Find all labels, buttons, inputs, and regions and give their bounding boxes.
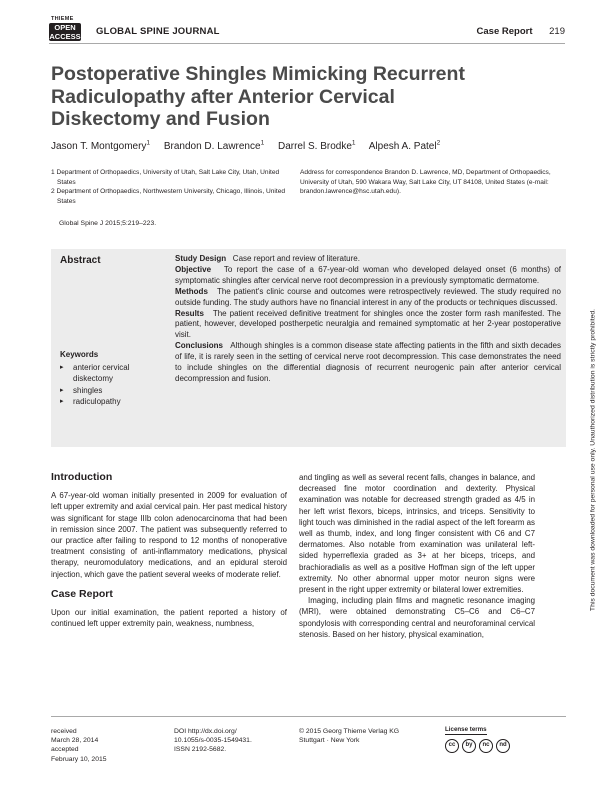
article-identifiers [174, 727, 284, 755]
introduction-paragraph: A 67-year-old woman initially presented in 2009 for evaluation of left upper extremity and axial cervical pain. Her past medical history was significant for stage IIIb colon adenocarcinoma that had been in remission since 2007. The patient was subsequently referred to our practice after failing to respond to 12 months of nonoperative treatment consisting of anti-inflammatory medications, physical therapy, neuromodulatory medications, and an epidural steroid injection, which gave the patient several weeks of moderate relief. [51, 491, 287, 579]
license-terms [445, 725, 565, 753]
cc-nd-icon: nd [496, 739, 510, 753]
case-report-paragraph: Upon our initial examination, the patient reported a history of continued left upper extremity pain, weakness, numbness, [51, 608, 287, 629]
introduction-heading: Introduction [51, 471, 113, 483]
cc-nc-icon: nc [479, 739, 493, 753]
page-number: 219 [549, 26, 565, 37]
abstract-conclusions: Conclusions Although shingles is a common disease state affecting patients in the fifth and sixth decades of life, it is rarely seen in the setting of cervical nerve root decompression. This case demonstrates the need to include shingles on the differential diagnosis of recurrent neurogenic pain after anterior cervical decompression and fusion. [175, 341, 561, 383]
keyword-item: ▸ radiculopathy [60, 396, 170, 408]
affiliation: 2 Department of Orthopaedics, Northwestern University, Chicago, Illinois, United States [51, 188, 286, 205]
correspondence-address: Address for correspondence Brandon D. Lawrence, MD, Department of Orthopaedics, University of Utah, 590 Wakara Way, Salt Lake City, UT 84108, United States (e-mail: brandon.lawrence@hsc.utah.edu). [300, 169, 551, 195]
keyword-list [60, 362, 170, 408]
abstract-study-design: Study Design Case report and review of literature. [175, 254, 360, 263]
publisher-place: Stuttgart · New York [299, 737, 360, 745]
cc-by-icon: by [462, 739, 476, 753]
download-notice [586, 160, 600, 760]
journal-citation: Global Spine J 2015;5:219–223. [59, 220, 157, 227]
keyword-item: ▸ anterior cervical diskectomy [60, 362, 170, 385]
abstract-methods: Methods The patient's clinic course and outcomes were retrospectively reviewed. The study required no outside funding. The study authors have no financial interest in any of the products or techniques discussed. [175, 286, 561, 307]
copyright: © 2015 Georg Thieme Verlag KG [299, 728, 400, 735]
abstract-heading: Abstract [60, 255, 101, 266]
affiliation: 1 Department of Orthopaedics, University of Utah, Salt Lake City, Utah, United States [51, 169, 280, 186]
case-report-heading: Case Report [51, 587, 113, 600]
case-report-paragraph: Imaging, including plain films and magnetic resonance imaging (MRI), were obtained demonstrating C5–C6 and C6–C7 spondylosis with corresponding central and neuroforaminal cervical stenosis. Based on her history, physical examination, [299, 596, 535, 639]
running-head-right [477, 26, 565, 37]
affiliations [51, 168, 287, 206]
case-report-paragraph-continued: and tingling as well as several recent falls, changes in balance, and decreased fine motor coordination and dexterity. Physical examination was notable for decreased strength graded as 4/5 in her left wrist flexors, biceps, intrinsics, and triceps. Sensitivity to light touch was diminished in the radial aspect of the left forearm as well as thumb, index, and long finger consistent with C6 and C7 dermatomes. Also notable from examination was unilateral left-sided hyperreflexia graded as 3+ at her biceps, triceps, and brachioradialis as well as a positive Hoffman sign of the left upper extremity. No other abnormal upper motor neuron signs were present in the right upper extremity or bilateral lower extremities. [299, 473, 535, 595]
abstract-box [51, 249, 566, 447]
keyword-item: ▸ shingles [60, 385, 170, 397]
author: Jason T. Montgomery$^1$ [51, 140, 151, 153]
running-header [49, 16, 565, 44]
cc-icon: cc [445, 739, 459, 753]
author: Darrel S. Brodke$^1$ [277, 140, 356, 153]
body-column-right [299, 472, 535, 640]
issn: ISSN 2192-5682. [174, 746, 227, 754]
logo-badge [49, 23, 81, 41]
body-column-left [51, 472, 287, 629]
logo-publisher: THIEME [51, 16, 74, 22]
download-notice-text: This document was downloaded for personal use only. Unauthorized distribution is strictly prohibited. [589, 308, 597, 612]
journal-name: GLOBAL SPINE JOURNAL [96, 26, 220, 37]
thieme-open-access-logo [49, 16, 87, 42]
author: Brandon D. Lawrence$^1$ [163, 140, 265, 153]
article-dates [51, 727, 151, 764]
article-footer [51, 716, 566, 796]
license-heading: License terms [445, 725, 487, 735]
abstract-results: Results The patient received definitive treatment for shingles once the zoster form rash manifested. The patient, however, developed postherpetic neuralgia and remained symptomatic at her 2-year postoperative visit. [175, 308, 561, 340]
received-label: received [51, 728, 77, 735]
keywords [60, 349, 170, 408]
author: Alpesh A. Patel$^2$ [368, 140, 441, 153]
accepted-label: accepted [51, 746, 79, 754]
article-title: Postoperative Shingles Mimicking Recurrent Radiculopathy after Anterior Cervical Diskectomy and Fusion [51, 63, 465, 130]
article-type: Case Report [476, 26, 533, 37]
doi-link-label[interactable]: DOI http://dx.doi.org/ [174, 728, 237, 735]
publisher-info [299, 727, 409, 745]
keywords-heading: Keywords [60, 350, 99, 359]
cc-license-icons[interactable] [445, 739, 565, 753]
abstract-text [175, 254, 561, 385]
author-list [51, 140, 551, 152]
received-date: March 28, 2014 [51, 737, 99, 745]
logo-line-1: OPEN [54, 23, 76, 32]
accepted-date: February 10, 2015 [51, 755, 107, 763]
doi-value[interactable]: 10.1055/s-0035-1549431. [174, 737, 252, 745]
abstract-objective: Objective To report the case of a 67-year-old woman who developed delayed onset (6 months) of symptomatic shingles after cervical nerve root decompression in a previously symptomatic dermatome. [175, 264, 561, 285]
logo-line-2: ACCESS [49, 31, 81, 41]
